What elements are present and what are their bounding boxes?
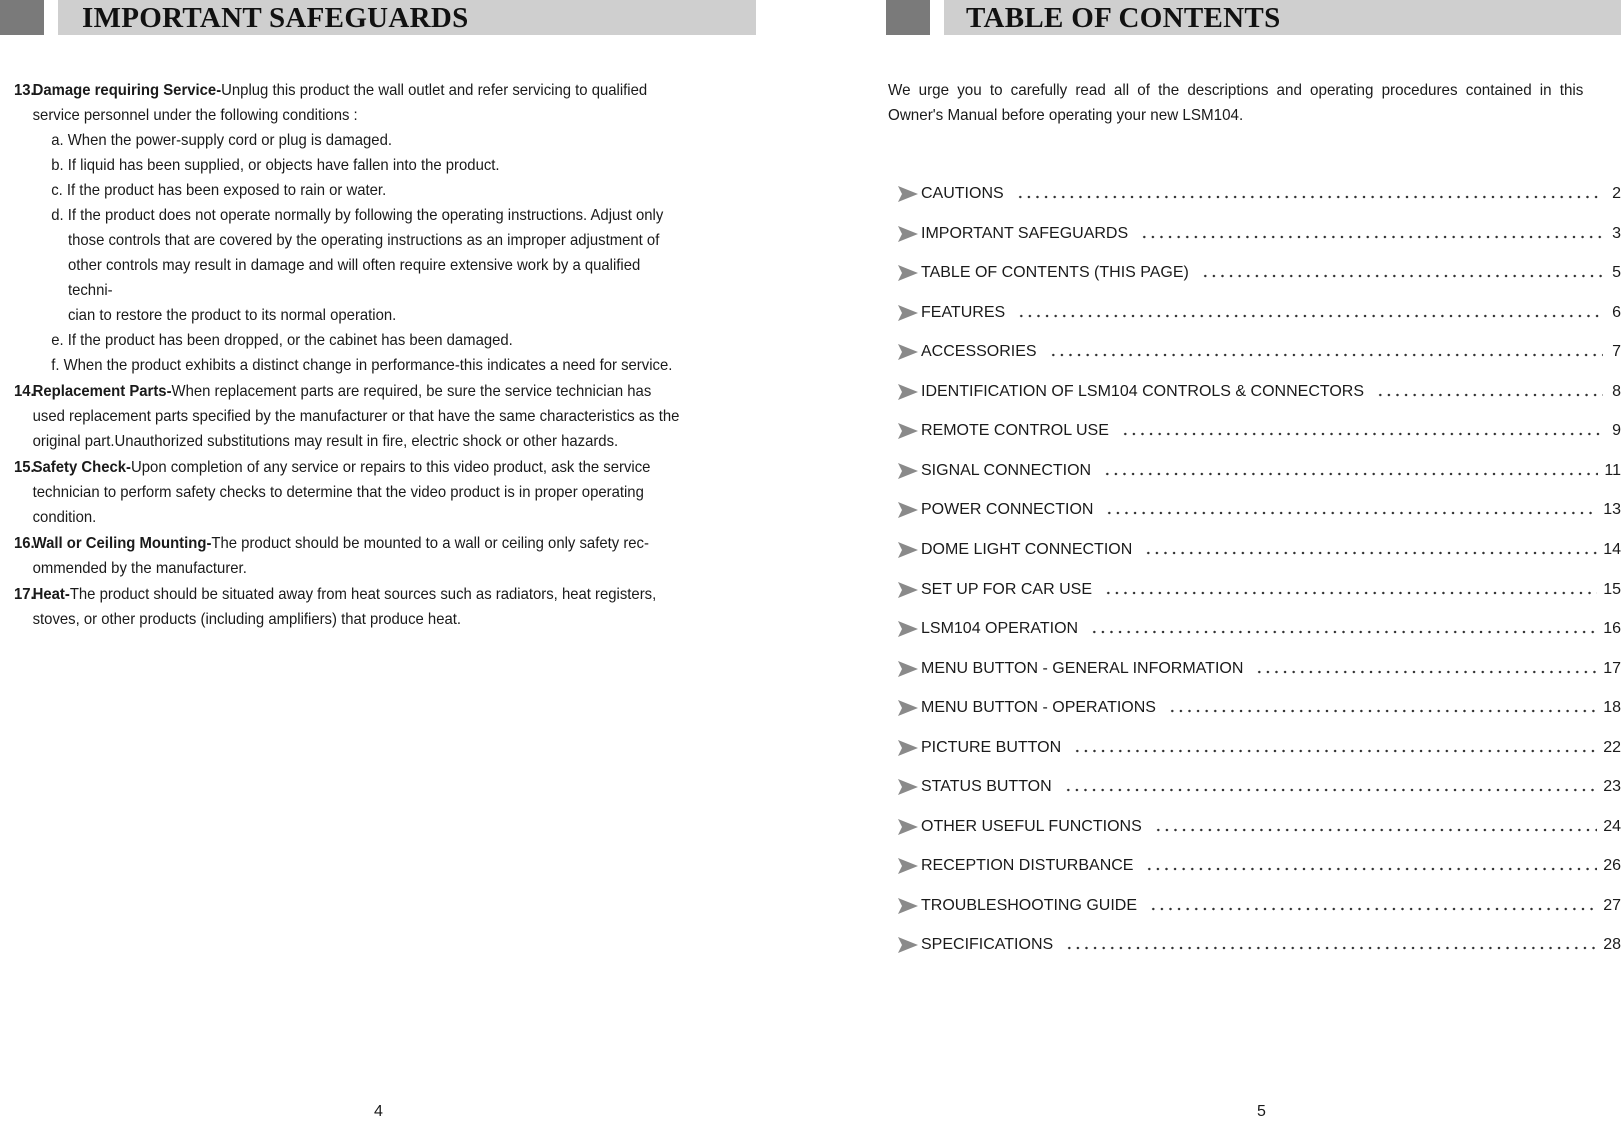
item-body: The product should be mounted to a wall or ceiling only safety rec-ommended by the manufacturer. bbox=[32, 535, 649, 577]
toc-leader-dots bbox=[1065, 946, 1597, 950]
toc-leader-dots bbox=[1121, 432, 1603, 436]
toc-entry-label: SET UP FOR CAR USE bbox=[921, 580, 1092, 598]
toc-leader-dots bbox=[1049, 353, 1603, 357]
toc-leader-dots bbox=[1145, 867, 1597, 871]
toc-entry[interactable] bbox=[897, 340, 1621, 364]
condition-c: c. If the product has been exposed to rain or water. bbox=[51, 182, 387, 199]
condition-f: f. When the product exhibits a distinct change in performance-this indicates a need for service. bbox=[51, 357, 673, 374]
condition-d-line-4: cian to restore the product to its normal operation. bbox=[67, 307, 397, 324]
toc-entry-label: MENU BUTTON - OPERATIONS bbox=[921, 699, 1156, 717]
left-header-title: IMPORTANT SAFEGUARDS bbox=[82, 2, 469, 34]
triangle-arrow-icon bbox=[897, 897, 919, 915]
item-number: 14. bbox=[14, 383, 35, 400]
safeguards-list bbox=[14, 78, 684, 633]
toc-entry-page: 16 bbox=[1603, 620, 1621, 638]
toc-entry-label: IMPORTANT SAFEGUARDS bbox=[921, 224, 1129, 242]
condition-d: d. If the product does not operate normally by following the operating instructions. Adjust only bbox=[51, 207, 664, 224]
toc-entry[interactable] bbox=[897, 380, 1621, 404]
condition-d-line-2: those controls that are covered by the operating instructions as an improper adjustment of bbox=[67, 232, 660, 249]
condition-e: e. If the product has been dropped, or the cabinet has been damaged. bbox=[51, 332, 513, 349]
toc-entry[interactable] bbox=[897, 854, 1621, 878]
triangle-arrow-icon bbox=[897, 422, 919, 440]
toc-entry[interactable] bbox=[897, 222, 1621, 246]
toc-entry-page: 2 bbox=[1612, 185, 1621, 202]
triangle-arrow-icon bbox=[897, 818, 919, 836]
toc-entry-page: 24 bbox=[1603, 817, 1621, 835]
triangle-arrow-icon bbox=[897, 304, 919, 322]
item-heading: Damage requiring Service- bbox=[32, 82, 222, 99]
triangle-arrow-icon bbox=[897, 620, 919, 638]
item-heading: Wall or Ceiling Mounting- bbox=[32, 535, 212, 552]
toc-leader-dots bbox=[1149, 907, 1597, 911]
item-body: Unplug this product the wall outlet and refer servicing to qualified service personnel under the following conditions : bbox=[32, 82, 648, 124]
triangle-arrow-icon bbox=[897, 541, 919, 559]
toc-entry[interactable] bbox=[897, 182, 1621, 206]
toc-leader-dots bbox=[1140, 235, 1603, 239]
toc-entry[interactable] bbox=[897, 459, 1621, 483]
toc-entry-page: 5 bbox=[1612, 264, 1621, 282]
item-number: 17. bbox=[14, 586, 35, 603]
toc-entry[interactable] bbox=[897, 538, 1621, 562]
triangle-arrow-icon bbox=[897, 383, 919, 401]
safeguard-item-17 bbox=[14, 582, 684, 632]
toc-leader-dots bbox=[1017, 314, 1603, 318]
toc-entry-page: 28 bbox=[1603, 936, 1621, 954]
toc-entry-page: 13 bbox=[1603, 501, 1621, 519]
triangle-arrow-icon bbox=[897, 343, 919, 361]
toc-leader-dots bbox=[1154, 828, 1597, 832]
condition-b: b. If liquid has been supplied, or objects have fallen into the product. bbox=[51, 157, 500, 174]
toc-entry-label: STATUS BUTTON bbox=[921, 778, 1052, 796]
triangle-arrow-icon bbox=[897, 936, 919, 954]
right-header-title: TABLE OF CONTENTS bbox=[966, 2, 1281, 34]
right-header-square bbox=[886, 0, 930, 35]
condition-a: a. When the power-supply cord or plug is damaged. bbox=[51, 132, 392, 149]
toc-leader-dots bbox=[1376, 393, 1603, 397]
toc-entry-page: 18 bbox=[1603, 699, 1621, 717]
triangle-arrow-icon bbox=[897, 501, 919, 519]
toc-entry[interactable] bbox=[897, 301, 1621, 325]
toc-entry[interactable] bbox=[897, 894, 1621, 918]
toc-leader-dots bbox=[1105, 511, 1597, 515]
toc-leader-dots bbox=[1104, 591, 1597, 595]
toc-entry[interactable] bbox=[897, 419, 1621, 443]
toc-leader-dots bbox=[1073, 749, 1597, 753]
toc-entry-page: 22 bbox=[1603, 738, 1621, 756]
toc-entry-label: CAUTIONS bbox=[921, 185, 1004, 202]
triangle-arrow-icon bbox=[897, 778, 919, 796]
toc-entry-page: 26 bbox=[1603, 857, 1621, 875]
item-heading: Safety Check- bbox=[32, 459, 132, 476]
triangle-arrow-icon bbox=[897, 699, 919, 717]
toc-entry-label: DOME LIGHT CONNECTION bbox=[921, 540, 1133, 558]
toc-entry-page: 14 bbox=[1603, 540, 1621, 558]
item-body: Upon completion of any service or repairs to this video product, ask the service technician to perform safety checks to determine that the video product is in proper operating condition. bbox=[32, 459, 651, 526]
toc-entry-page: 23 bbox=[1603, 778, 1621, 796]
toc-leader-dots bbox=[1144, 551, 1597, 555]
toc-entry-label: IDENTIFICATION OF LSM104 CONTROLS & CONNECTORS bbox=[921, 382, 1365, 400]
toc-entry-label: SIGNAL CONNECTION bbox=[921, 461, 1092, 479]
toc-entry-label: SPECIFICATIONS bbox=[921, 936, 1054, 954]
condition-d-line-3: other controls may result in damage and will often require extensive work by a qualified techni- bbox=[67, 257, 641, 299]
toc-leader-dots bbox=[1168, 709, 1597, 713]
toc-entry-page: 7 bbox=[1612, 343, 1621, 361]
toc-entry-page: 11 bbox=[1604, 461, 1621, 479]
safeguard-item-14 bbox=[14, 379, 684, 454]
toc-entry[interactable] bbox=[897, 815, 1621, 839]
triangle-arrow-icon bbox=[897, 739, 919, 757]
toc-entry[interactable] bbox=[897, 736, 1621, 760]
item-number: 13. bbox=[14, 82, 35, 99]
toc-entry[interactable] bbox=[897, 775, 1621, 799]
triangle-arrow-icon bbox=[897, 581, 919, 599]
toc-entry-label: TABLE OF CONTENTS (THIS PAGE) bbox=[921, 264, 1189, 282]
toc-entry[interactable] bbox=[897, 933, 1621, 957]
toc-entry-label: PICTURE BUTTON bbox=[921, 738, 1062, 756]
toc-entry-page: 9 bbox=[1612, 422, 1621, 440]
toc-entry-label: FEATURES bbox=[921, 303, 1006, 321]
toc-entry-page: 6 bbox=[1612, 303, 1621, 321]
toc-entry-label: TROUBLESHOOTING GUIDE bbox=[921, 896, 1138, 914]
toc-entry-page: 8 bbox=[1612, 382, 1621, 400]
left-page-number: 4 bbox=[374, 1103, 383, 1120]
triangle-arrow-icon bbox=[897, 264, 919, 282]
triangle-arrow-icon bbox=[897, 857, 919, 875]
triangle-arrow-icon bbox=[897, 660, 919, 678]
toc-entry-page: 15 bbox=[1603, 580, 1621, 598]
toc-entry[interactable] bbox=[897, 696, 1621, 720]
toc-entry-label: LSM104 OPERATION bbox=[921, 620, 1079, 638]
toc-leader-dots bbox=[1255, 670, 1597, 674]
toc-entry-page: 3 bbox=[1612, 224, 1621, 242]
left-header-square bbox=[0, 0, 44, 35]
toc-entry[interactable] bbox=[897, 617, 1621, 641]
toc-entry-page: 17 bbox=[1603, 659, 1621, 677]
toc-leader-dots bbox=[1201, 274, 1603, 278]
toc-entry-label: MENU BUTTON - GENERAL INFORMATION bbox=[921, 659, 1244, 677]
safeguard-item-15 bbox=[14, 455, 684, 530]
triangle-arrow-icon bbox=[897, 462, 919, 480]
toc-entry-label: REMOTE CONTROL USE bbox=[921, 422, 1109, 440]
item-body: When replacement parts are required, be sure the service technician has used replacement parts specified by the manufacturer or that have the same characteristics as the original part.Unauthorized substitutions may result in fire, electric shock or other hazards. bbox=[32, 383, 680, 450]
toc-entry[interactable] bbox=[897, 578, 1621, 602]
toc-entry-label: OTHER USEFUL FUNCTIONS bbox=[921, 817, 1142, 835]
toc-entry-label: RECEPTION DISTURBANCE bbox=[921, 857, 1134, 875]
toc-entry[interactable] bbox=[897, 498, 1621, 522]
toc-leader-dots bbox=[1103, 472, 1598, 476]
triangle-arrow-icon bbox=[897, 185, 919, 203]
toc-leader-dots bbox=[1090, 630, 1597, 634]
toc-leader-dots bbox=[1016, 195, 1603, 199]
item-body: The product should be situated away from heat sources such as radiators, heat registers, stoves, or other products (including amplifiers) that produce heat. bbox=[32, 586, 657, 628]
toc-entry[interactable] bbox=[897, 261, 1621, 285]
toc-entry-label: ACCESSORIES bbox=[921, 343, 1037, 361]
safeguard-item-13 bbox=[14, 78, 684, 378]
item-number: 16. bbox=[14, 535, 35, 552]
toc-entry[interactable] bbox=[897, 657, 1621, 681]
item-heading: Heat- bbox=[32, 586, 70, 603]
triangle-arrow-icon bbox=[897, 225, 919, 243]
safeguard-item-16 bbox=[14, 531, 684, 581]
toc-entry-label: POWER CONNECTION bbox=[921, 501, 1094, 519]
right-page-number: 5 bbox=[1257, 1103, 1266, 1120]
toc-intro-paragraph: We urge you to carefully read all of the descriptions and operating procedures contained in this Owner's Manual before operating your new LSM104. bbox=[888, 82, 1584, 124]
toc-leader-dots bbox=[1064, 788, 1598, 792]
item-number: 15. bbox=[14, 459, 35, 476]
item-heading: Replacement Parts- bbox=[32, 383, 172, 400]
toc-entry-page: 27 bbox=[1603, 896, 1621, 914]
